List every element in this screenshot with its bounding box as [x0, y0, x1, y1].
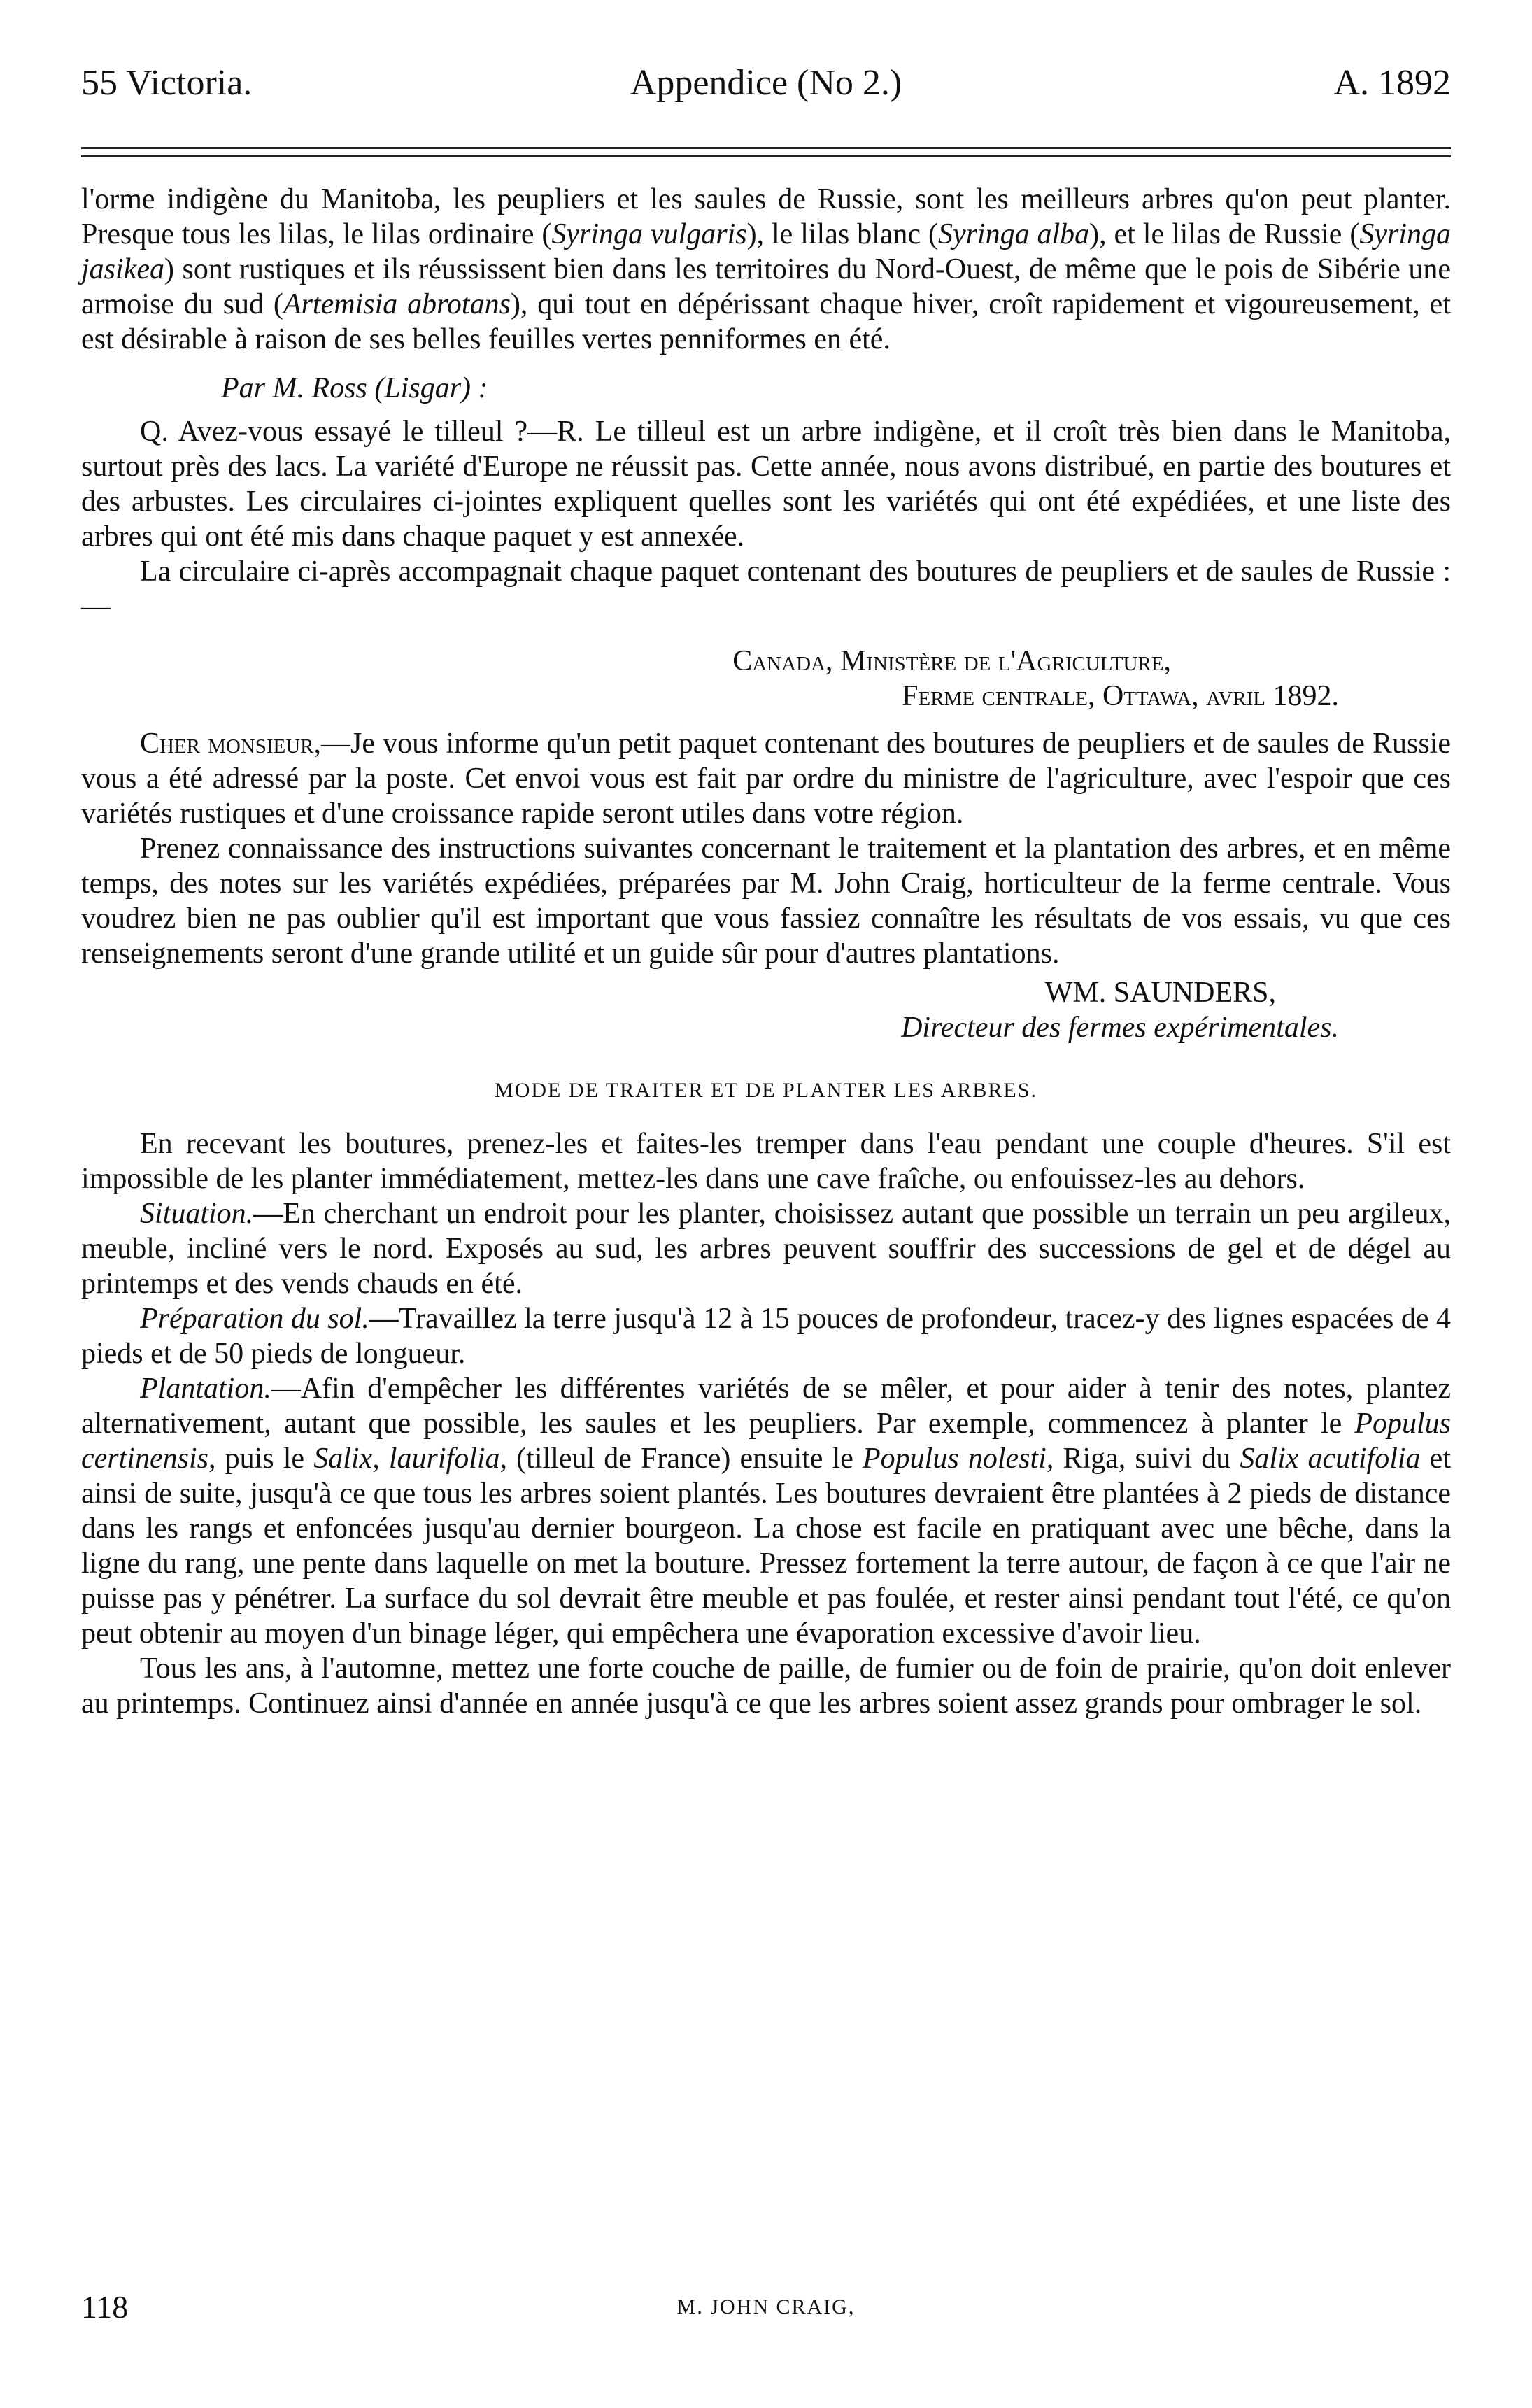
text-run: ), et le lilas de Russie (	[1089, 218, 1360, 250]
letter-paragraph-2: Prenez connaissance des instructions suivantes concernant le traitement et la plantation des arbres, et en même temps, des notes sur les variétés expédiées, préparées par M. John Craig, horticulteur de la ferme centrale. Vous voudrez bien ne pas oublier qu'il est important que vous fassiez connaître les résultats de vos essais, vu que ces renseignements seront d'une grande utilité et un guide sûr pour d'autres plantations.	[81, 833, 1451, 970]
signature-title: Directeur des fermes expérimentales.	[901, 1012, 1339, 1044]
paragraph-preparation	[81, 1301, 1451, 1371]
text-run: ), le lilas blanc (	[746, 218, 938, 250]
header-session: 55 Victoria.	[81, 63, 253, 103]
text-run: —Afin d'empêcher les différentes variétés de se mêler, et pour aider à tenir des notes, plantez alternativement, autant que possible, les saules et les peupliers. Par exemple, commencez à planter le	[81, 1373, 1451, 1440]
latin-name: Artemisia abrotans	[283, 288, 511, 320]
latin-name: Salix, laurifolia	[313, 1443, 500, 1475]
latin-name: Syringa jasikea	[81, 218, 1451, 285]
text-run: l'orme indigène du Manitoba, les peupliers et les saules de Russie, sont les meilleurs arbres qu'on peut planter. Presque tous les lilas, le lilas ordinaire (	[81, 183, 1451, 250]
text-run: et ainsi de suite, jusqu'à ce que tous les arbres soient plantés. Les boutures devraient être plantées à 2 pieds de distance dans les rangs et enfoncées jusqu'au dernier bourgeon. La chose est facile en pratiquant avec une bêche, dans la ligne du rang, une pente dans laquelle on met la bouture. Pressez fortement la terre autour, de façon à ce que l'air ne puisse pas y pénétrer. La surface du sol devrait être meuble et pas foulée, et rester ainsi pendant tout l'été, ce qu'on peut obtenir au moyen d'un binage léger, qui empêchera une évaporation excessive d'avoir lieu.	[81, 1443, 1451, 1650]
page-header	[81, 59, 1451, 108]
letter-paragraph-1	[81, 726, 1451, 831]
signature-name: WM. SAUNDERS,	[1044, 977, 1276, 1009]
header-year: A. 1892	[1333, 63, 1451, 103]
salutation: Cher monsieur,	[140, 728, 322, 760]
paragraph-label: Situation.	[140, 1198, 254, 1230]
paragraph-autumn: Tous les ans, à l'automne, mettez une forte couche de paille, de fumier ou de foin de prairie, qu'on doit enlever au printemps. Continuez ainsi d'année en année jusqu'à ce que les arbres soient assez grands pour ombrager le sol.	[81, 1652, 1451, 1720]
address-line-2	[81, 679, 1339, 714]
latin-name: Salix acutifolia	[1240, 1443, 1421, 1475]
header-rule-top	[81, 147, 1451, 149]
text-run: —En cherchant un endroit pour les planter, choisissez autant que possible un terrain un peu argileux, meuble, incliné vers le nord. Exposés au sud, les arbres peuvent souffrir des successions de gel et de dégel au printemps et des vends chauds en été.	[81, 1198, 1451, 1300]
text-run: —Je vous informe qu'un petit paquet contenant des boutures de peupliers et de saules de Russie vous a été adressé par la poste. Cet envoi vous est fait par ordre du ministre de l'agriculture, avec l'espoir que ces variétés rustiques et d'une croissance rapide seront utiles dans votre région.	[81, 728, 1451, 830]
address-year: 1892.	[1272, 680, 1339, 712]
latin-name: Syringa alba	[937, 218, 1090, 250]
text-run: —Travaillez la terre jusqu'à 12 à 15 pouces de profondeur, tracez-y des lignes espacées de 4 pieds et de 50 pieds de longueur.	[81, 1303, 1451, 1370]
page-body	[81, 182, 1451, 1721]
speaker-line: Par M. Ross (Lisgar) :	[221, 372, 488, 404]
circular-intro: La circulaire ci-après accompagnait chaque paquet contenant des boutures de peupliers et de saules de Russie :—	[81, 555, 1451, 623]
page-footer	[81, 2286, 1451, 2328]
paragraph-label: Préparation du sol.	[140, 1303, 369, 1335]
section-title: MODE DE TRAITER ET DE PLANTER LES ARBRES.	[495, 1079, 1037, 1102]
address-place: Ferme centrale, Ottawa, avril	[902, 680, 1265, 712]
header-rule-bottom	[81, 155, 1451, 157]
text-run: ), qui tout en dépérissant chaque hiver, croît rapidement et vigoureusement, et est désirable à raison de ses belles feuilles vertes penniformes en été.	[81, 288, 1451, 355]
latin-name: Populus certinensis	[81, 1408, 1451, 1475]
latin-name: Syringa vulgaris	[551, 218, 747, 250]
paragraph-trees	[81, 182, 1451, 357]
text-run: , puis le	[208, 1443, 314, 1475]
text-run: , (tilleul de France) ensuite le	[499, 1443, 863, 1475]
running-footer: M. JOHN CRAIG,	[676, 2295, 856, 2318]
text-run: ) sont rustiques et ils réussissent bien dans les territoires du Nord-Ouest, de même que le pois de Sibérie une armoise du sud (	[81, 253, 1451, 320]
question-answer: Q. Avez-vous essayé le tilleul ?—R. Le tilleul est un arbre indigène, et il croît très bien dans le Manitoba, surtout près des lacs. La variété d'Europe ne réussit pas. Cette année, nous avons distribué, en partie des boutures et des arbustes. Les circulaires ci-jointes expliquent quelles sont les variétés qui ont été expédiées, et une liste des arbres qui ont été mis dans chaque paquet y est annexée.	[81, 416, 1451, 553]
page-number: 118	[81, 2289, 129, 2325]
text-run: , Riga, suivi du	[1046, 1443, 1240, 1475]
paragraph-plantation	[81, 1371, 1451, 1651]
latin-name: Populus nolesti	[863, 1443, 1047, 1475]
paragraph-receiving: En recevant les boutures, prenez-les et faites-les tremper dans l'eau pendant une couple d'heures. S'il est impossible de les planter immédiatement, mettez-les dans une cave fraîche, ou enfouissez-les au dehors.	[81, 1128, 1451, 1195]
paragraph-label: Plantation.	[140, 1373, 271, 1405]
header-appendix: Appendice (No 2.)	[630, 63, 902, 103]
address-line-1: Canada, Ministère de l'Agriculture,	[732, 645, 1171, 677]
paragraph-situation	[81, 1196, 1451, 1301]
